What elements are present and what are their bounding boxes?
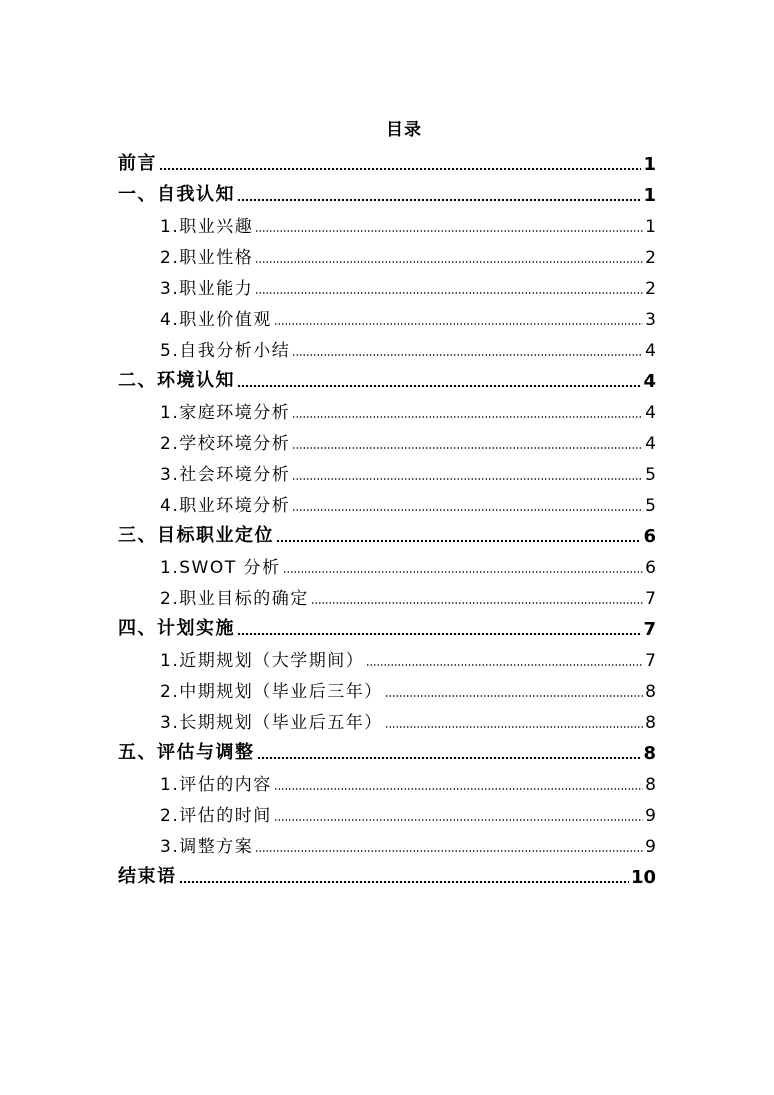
toc-entry-label: 一、自我认知 — [118, 184, 235, 205]
toc-entry-label: 1.评估的内容 — [160, 775, 272, 795]
toc-entry-subsection[interactable] — [118, 460, 656, 491]
toc-entry-label: 3.长期规划（毕业后五年） — [160, 713, 383, 733]
toc-entry-page-number: 6 — [645, 558, 656, 578]
toc-entry-label: 2.评估的时间 — [160, 806, 272, 826]
toc-entry-label: 前言 — [118, 153, 157, 174]
toc-entry-label: 2.职业性格 — [160, 248, 254, 268]
toc-entry-page-number: 8 — [645, 775, 656, 795]
toc-entry-label: 二、环境认知 — [118, 370, 235, 391]
toc-dot-leader — [274, 818, 643, 822]
toc-entry-label: 1.SWOT 分析 — [160, 558, 281, 578]
toc-dot-leader — [255, 229, 643, 233]
toc-entry-subsection[interactable] — [118, 274, 656, 305]
toc-dot-leader — [237, 632, 641, 636]
toc-entry-page-number: 7 — [645, 589, 656, 609]
toc-entry-page-number: 5 — [645, 465, 656, 485]
toc-entry-page-number: 6 — [643, 526, 656, 547]
toc-dot-leader — [237, 384, 641, 388]
toc-entry-label: 1.家庭环境分析 — [160, 403, 291, 423]
toc-entry-subsection[interactable] — [118, 491, 656, 522]
toc-dot-leader — [292, 415, 643, 419]
toc-dot-leader — [292, 477, 643, 481]
toc-entry-page-number: 4 — [645, 403, 656, 423]
toc-entry-label: 五、评估与调整 — [118, 742, 255, 763]
toc-entry-subsection[interactable] — [118, 305, 656, 336]
toc-entry-page-number: 1 — [643, 185, 656, 206]
toc-entry-label: 5.自我分析小结 — [160, 341, 291, 361]
toc-entry-subsection[interactable] — [118, 553, 656, 584]
toc-dot-leader — [311, 601, 643, 605]
toc-entry-label: 4.职业环境分析 — [160, 496, 291, 516]
toc-entry-page-number: 2 — [645, 279, 656, 299]
toc-dot-leader — [255, 291, 643, 295]
toc-dot-leader — [366, 663, 643, 667]
toc-entry-label: 3.职业能力 — [160, 279, 254, 299]
toc-entry-label: 2.学校环境分析 — [160, 434, 291, 454]
toc-entry-label: 3.社会环境分析 — [160, 465, 291, 485]
toc-entry-page-number: 8 — [645, 713, 656, 733]
toc-dot-leader — [255, 849, 643, 853]
toc-title: 目录 — [386, 120, 422, 140]
toc-entry-section[interactable] — [118, 367, 656, 398]
toc-entry-subsection[interactable] — [118, 708, 656, 739]
toc-entry-label: 1.职业兴趣 — [160, 217, 254, 237]
toc-entry-subsection[interactable] — [118, 801, 656, 832]
toc-entry-subsection[interactable] — [118, 398, 656, 429]
toc-entry-subsection[interactable] — [118, 770, 656, 801]
toc-entry-subsection[interactable] — [118, 429, 656, 460]
toc-entry-page-number: 7 — [645, 651, 656, 671]
toc-entry-page-number: 5 — [645, 496, 656, 516]
toc-entry-subsection[interactable] — [118, 336, 656, 367]
toc-dot-leader — [255, 260, 643, 264]
toc-entry-page-number: 1 — [645, 217, 656, 237]
toc-dot-leader — [385, 694, 643, 698]
toc-dot-leader — [292, 446, 643, 450]
toc-entry-section[interactable] — [118, 522, 656, 553]
toc-dot-leader — [283, 570, 644, 574]
toc-entry-page-number: 10 — [630, 867, 656, 888]
toc-entry-label: 1.近期规划（大学期间） — [160, 651, 365, 671]
toc-entry-label: 三、目标职业定位 — [118, 525, 274, 546]
toc-entry-page-number: 4 — [645, 434, 656, 454]
toc-entry-label: 3.调整方案 — [160, 837, 254, 857]
toc-entry-subsection[interactable] — [118, 584, 656, 615]
toc-dot-leader — [237, 198, 641, 202]
toc-entry-section[interactable] — [118, 615, 656, 646]
toc-entry-page-number: 8 — [645, 682, 656, 702]
toc-dot-leader — [274, 322, 643, 326]
toc-dot-leader — [274, 787, 643, 791]
toc-entry-page-number: 8 — [643, 743, 656, 764]
toc-dot-leader — [159, 167, 641, 171]
toc-entry-section[interactable] — [118, 863, 656, 894]
toc-entry-label: 4.职业价值观 — [160, 310, 272, 330]
toc-dot-leader — [292, 353, 643, 357]
toc-entry-page-number: 7 — [643, 619, 656, 640]
toc-entry-label: 四、计划实施 — [118, 618, 235, 639]
toc-dot-leader — [276, 539, 641, 543]
toc-entry-subsection[interactable] — [118, 646, 656, 677]
toc-dot-leader — [385, 725, 643, 729]
toc-entry-section[interactable] — [118, 181, 656, 212]
toc-list — [118, 150, 656, 894]
toc-entry-subsection[interactable] — [118, 832, 656, 863]
toc-entry-page-number: 9 — [645, 806, 656, 826]
toc-entry-label: 2.职业目标的确定 — [160, 589, 309, 609]
toc-entry-section[interactable] — [118, 150, 656, 181]
toc-entry-page-number: 2 — [645, 248, 656, 268]
toc-dot-leader — [179, 880, 629, 884]
toc-entry-label: 2.中期规划（毕业后三年） — [160, 682, 383, 702]
toc-entry-page-number: 9 — [645, 837, 656, 857]
toc-dot-leader — [257, 756, 642, 760]
toc-entry-page-number: 1 — [643, 154, 656, 175]
toc-entry-label: 结束语 — [118, 866, 177, 887]
toc-entry-page-number: 4 — [645, 341, 656, 361]
toc-dot-leader — [292, 508, 643, 512]
toc-entry-subsection[interactable] — [118, 243, 656, 274]
toc-entry-page-number: 4 — [643, 371, 656, 392]
toc-entry-subsection[interactable] — [118, 677, 656, 708]
toc-entry-subsection[interactable] — [118, 212, 656, 243]
toc-entry-page-number: 3 — [645, 310, 656, 330]
toc-entry-section[interactable] — [118, 739, 656, 770]
